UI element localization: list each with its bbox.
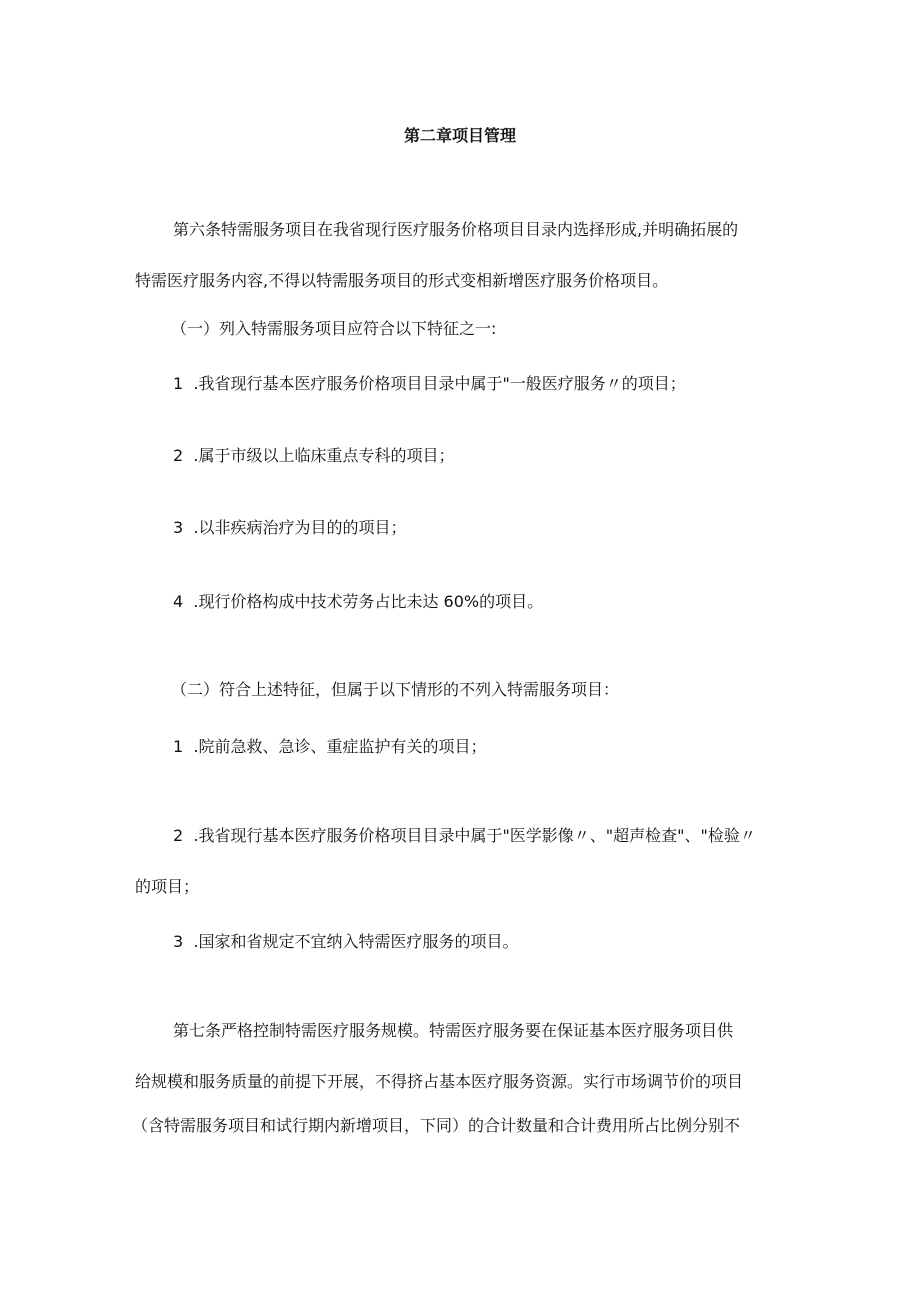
section-1-item-4: 4 .现行价格构成中技术劳务占比未达 60%的项目。 xyxy=(173,592,544,611)
section-2-item-2-line-1: 2 .我省现行基本医疗服务价格项目目录中属于"医学影像〃、"超声检查"、"检验〃 xyxy=(173,826,756,845)
section-1-item-1: 1 .我省现行基本医疗服务价格项目目录中属于"一般医疗服务〃的项目； xyxy=(173,374,686,393)
chapter-title: 第二章项目管理 xyxy=(403,126,516,145)
section-1-heading: （一）列入特需服务项目应符合以下特征之一: xyxy=(171,319,497,338)
article-7-line-3: （含特需服务项目和试行期内新增项目，下同）的合计数量和合计费用所占比例分别不 xyxy=(132,1116,741,1135)
section-2-item-1: 1 .院前急救、急诊、重症监护有关的项目； xyxy=(173,737,487,756)
article-7-line-2: 给规模和服务质量的前提下开展，不得挤占基本医疗服务资源。实行市场调节价的项目 xyxy=(135,1072,744,1091)
section-2-heading: （二）符合上述特征，但属于以下情形的不列入特需服务项目： xyxy=(171,680,620,699)
article-6-line-2: 特需医疗服务内容,不得以特需服务项目的形式变相新增医疗服务价格项目。 xyxy=(135,271,669,290)
section-2-item-2-line-2: 的项目； xyxy=(135,877,200,896)
section-2-item-3: 3 .国家和省规定不宜纳入特需医疗服务的项目。 xyxy=(173,932,519,951)
section-1-item-2: 2 .属于市级以上临床重点专科的项目； xyxy=(173,446,455,465)
section-1-item-3: 3 .以非疾病治疗为目的的项目； xyxy=(173,518,407,537)
article-6-line-1: 第六条特需服务项目在我省现行医疗服务价格项目目录内选择形成,并明确拓展的 xyxy=(173,220,739,239)
article-7-line-1: 第七条严格控制特需医疗服务规模。特需医疗服务要在保证基本医疗服务项目供 xyxy=(173,1021,734,1040)
